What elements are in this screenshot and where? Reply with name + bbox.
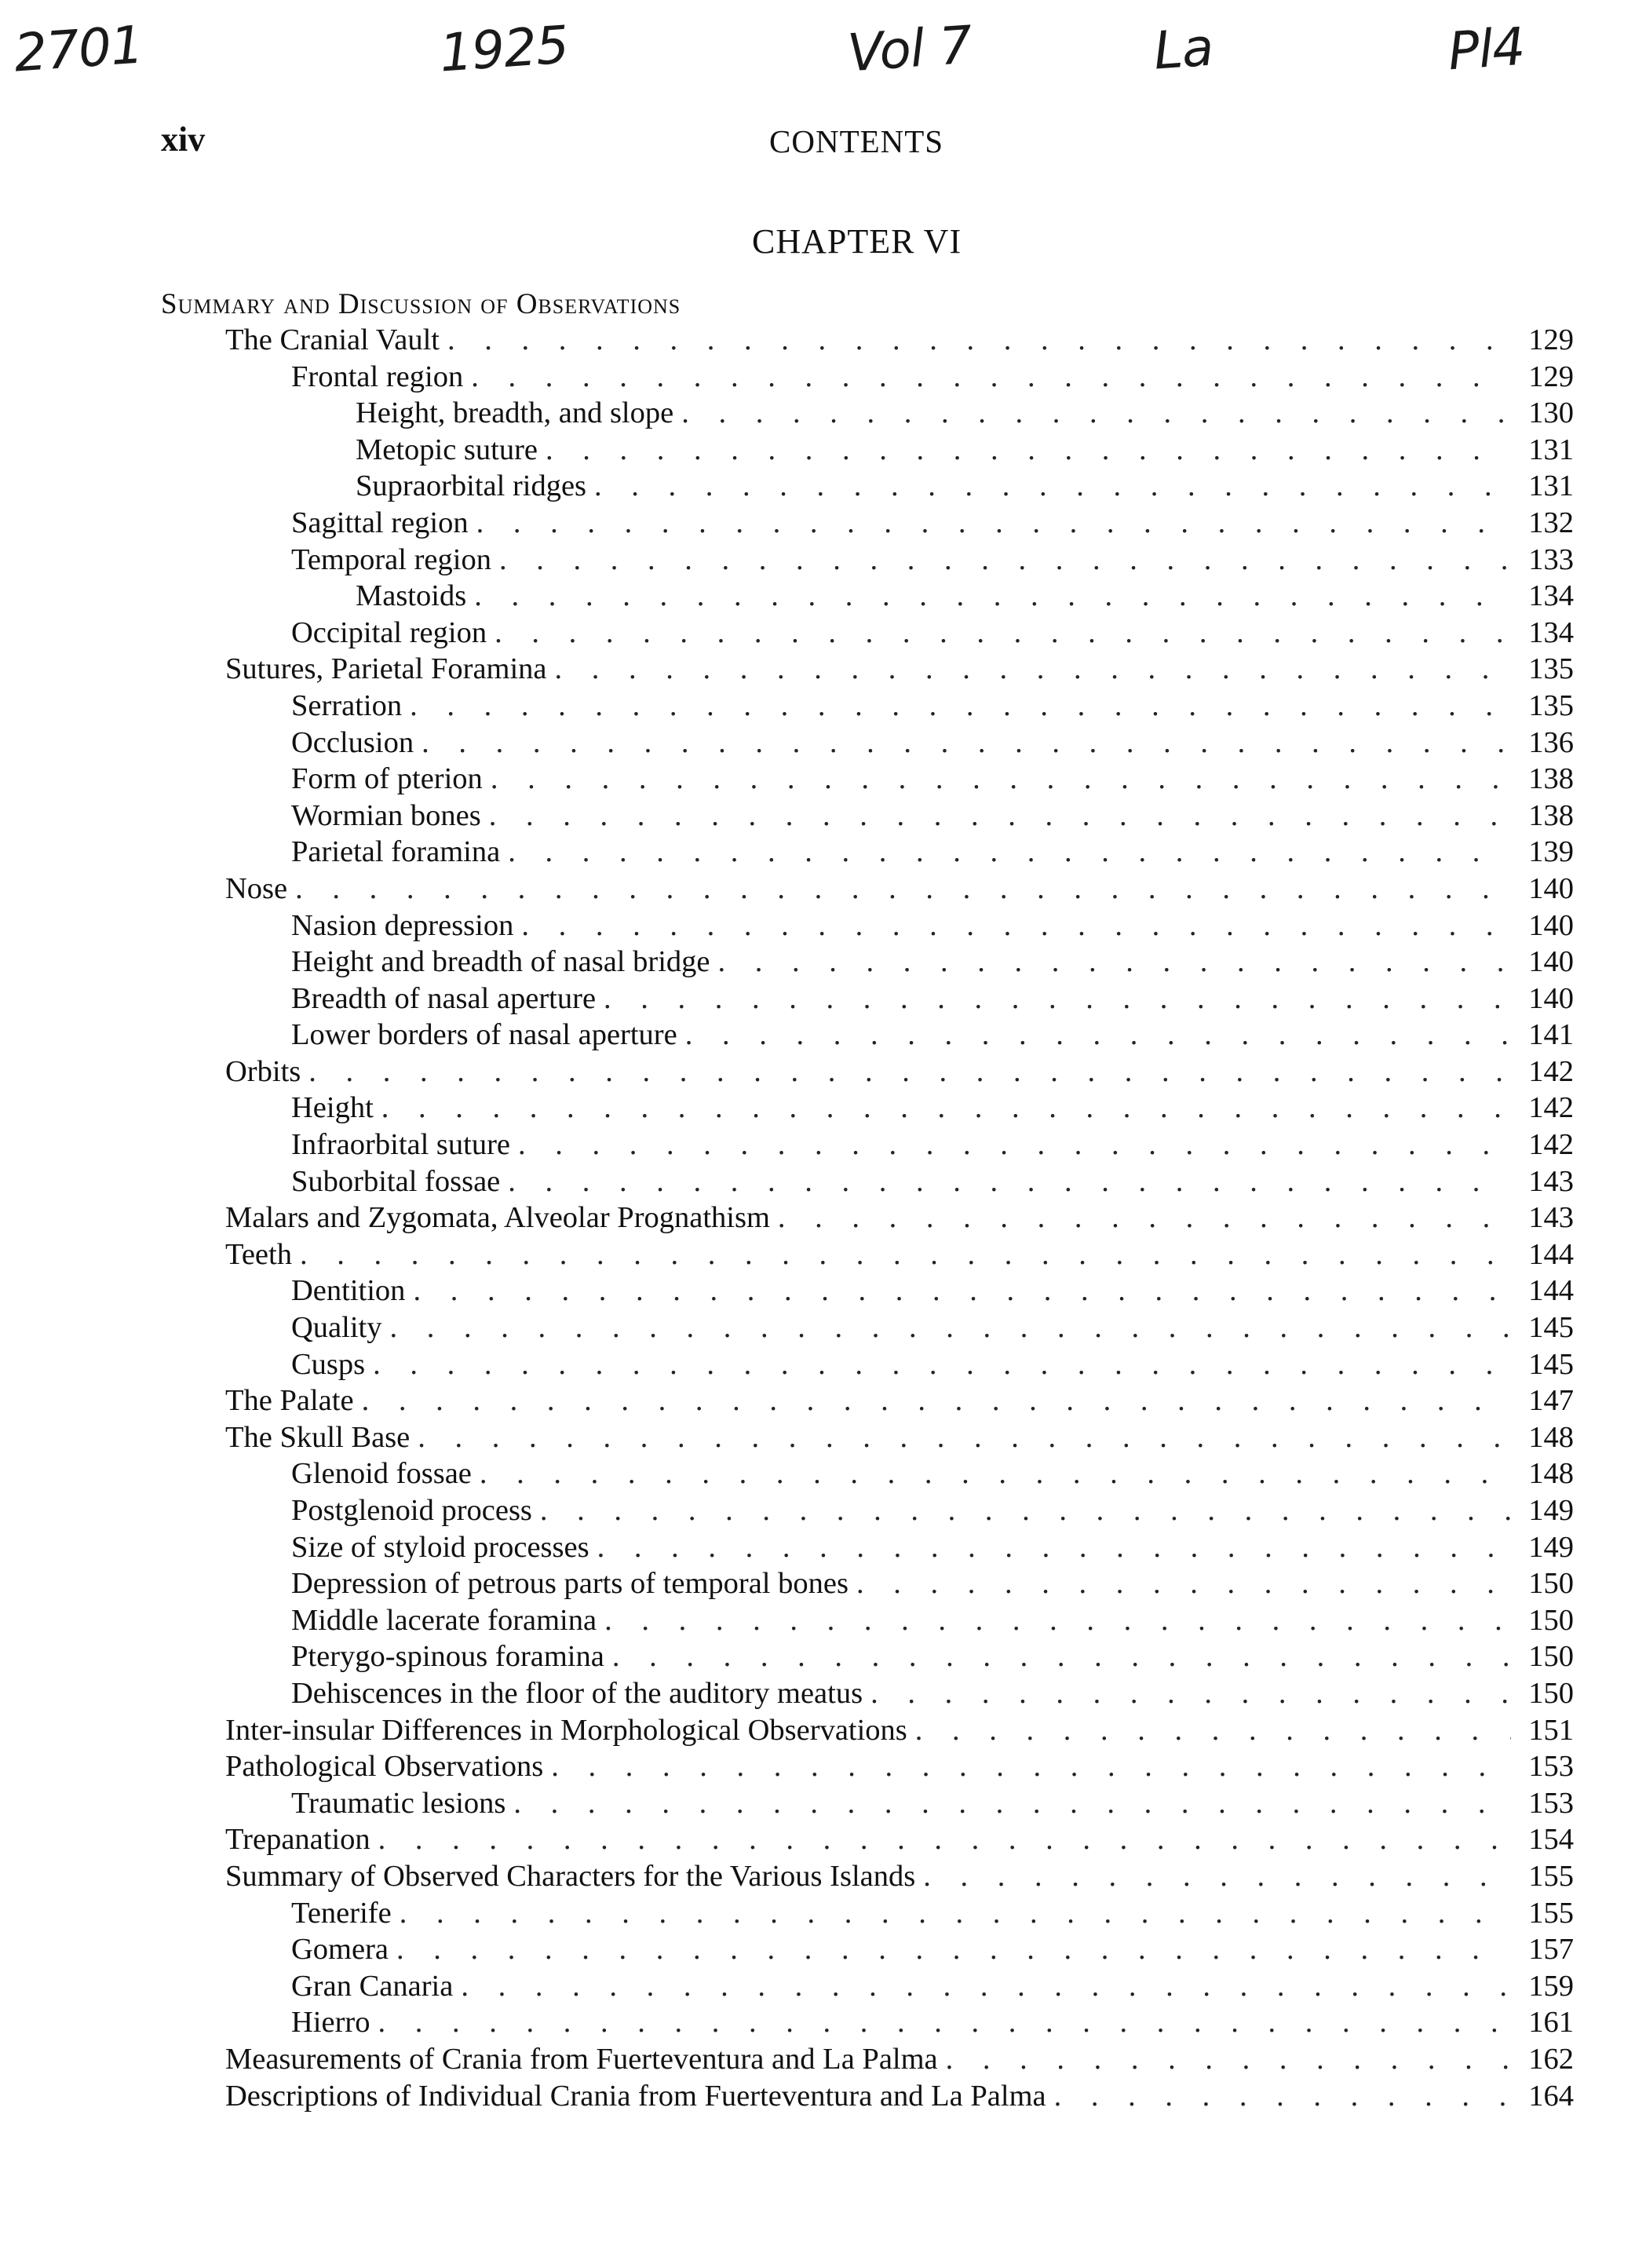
toc-entry-page: 147	[1528, 1384, 1574, 1418]
dot-leader	[400, 1895, 1511, 1932]
toc-entry	[161, 1419, 1574, 1456]
toc-entry	[161, 761, 1574, 798]
toc-entry	[161, 908, 1574, 944]
toc-entry	[161, 1090, 1574, 1127]
toc-entry	[161, 1236, 1574, 1273]
toc-entry-label: Trepanation	[225, 1823, 370, 1857]
toc-entry-label: Temporal region	[291, 542, 491, 576]
toc-entry-label: Supraorbital ridges	[356, 469, 587, 503]
toc-entry-page: 150	[1528, 1640, 1574, 1674]
toc-entry	[161, 1748, 1574, 1785]
toc-entry	[161, 651, 1574, 688]
toc-entry-page: 142	[1528, 1128, 1574, 1162]
toc-entry-page: 162	[1528, 2042, 1574, 2076]
dot-leader	[474, 578, 1511, 615]
toc-entry	[161, 578, 1574, 615]
toc-entry-page: 151	[1528, 1713, 1574, 1747]
toc-entry	[161, 1675, 1574, 1712]
dot-leader	[604, 981, 1511, 1017]
toc-entry-page: 133	[1528, 542, 1574, 576]
toc-entry-page: 154	[1528, 1823, 1574, 1857]
toc-entry-page: 140	[1528, 945, 1574, 979]
page-folio: xiv	[161, 120, 206, 159]
toc-entry-page: 164	[1528, 2079, 1574, 2113]
dot-leader	[513, 1785, 1511, 1822]
toc-entry-label: Size of styloid processes	[291, 1530, 589, 1564]
toc-entry-page: 138	[1528, 762, 1574, 796]
toc-entry-label: Suborbital fossae	[291, 1164, 501, 1198]
toc-entry-page: 135	[1528, 652, 1574, 686]
toc-entry-label: Pterygo-spinous foramina	[291, 1640, 604, 1674]
toc-entry-page: 148	[1528, 1420, 1574, 1454]
toc-entry-page: 144	[1528, 1274, 1574, 1308]
dot-leader	[480, 1455, 1511, 1492]
toc-entry	[161, 1455, 1574, 1492]
toc-entry	[161, 1602, 1574, 1639]
toc-entry-label: Breadth of nasal aperture	[291, 981, 597, 1015]
dot-leader	[546, 432, 1511, 469]
toc-entry-label: Gomera	[291, 1933, 389, 1967]
toc-entry-page: 143	[1528, 1201, 1574, 1235]
toc-entry-page: 155	[1528, 1859, 1574, 1893]
toc-entry-page: 139	[1528, 835, 1574, 869]
handwritten-note: 1925	[437, 14, 571, 84]
dot-leader	[495, 615, 1511, 652]
dot-leader	[870, 1675, 1511, 1712]
toc-entry-page: 132	[1528, 506, 1574, 539]
dot-leader	[1054, 2078, 1511, 2115]
toc-entry	[161, 1565, 1574, 1602]
dot-leader	[378, 1821, 1511, 1858]
dot-leader	[295, 871, 1511, 908]
toc-entry-page: 129	[1528, 323, 1574, 356]
toc-entry	[161, 505, 1574, 542]
toc-entry-page: 130	[1528, 396, 1574, 430]
toc-entry-label: Height, breadth, and slope	[356, 396, 674, 430]
toc-entry-label: Dehiscences in the floor of the auditory meatus	[291, 1676, 863, 1710]
toc-entry-label: Metopic suture	[356, 433, 538, 466]
toc-entry-label: Wormian bones	[291, 798, 481, 832]
dot-leader	[308, 1054, 1511, 1090]
toc-entry-label: Infraorbital suture	[291, 1128, 511, 1162]
toc-entry	[161, 1309, 1574, 1346]
toc-entry	[161, 1529, 1574, 1566]
toc-entry	[161, 1821, 1574, 1858]
toc-entry	[161, 981, 1574, 1017]
toc-entry-label: Mastoids	[356, 579, 467, 613]
toc-entry	[161, 542, 1574, 579]
toc-entry	[161, 798, 1574, 835]
toc-entry	[161, 2078, 1574, 2115]
toc-entry-page: 153	[1528, 1786, 1574, 1820]
dot-leader	[555, 651, 1511, 688]
toc-entry-page: 145	[1528, 1311, 1574, 1345]
toc-entry-page: 149	[1528, 1530, 1574, 1564]
toc-entry-label: The Cranial Vault	[225, 323, 440, 356]
toc-entry	[161, 1054, 1574, 1090]
toc-entry	[161, 1200, 1574, 1236]
dot-leader	[476, 505, 1511, 542]
dot-leader	[491, 761, 1511, 798]
toc-entry-label: Form of pterion	[291, 762, 483, 796]
toc-entry-page: 142	[1528, 1054, 1574, 1088]
toc-entry	[161, 2004, 1574, 2041]
section-heading: Summary and Discussion of Observations	[161, 288, 681, 320]
toc-entry-label: Height and breadth of nasal bridge	[291, 945, 710, 979]
toc-entry-label: Postglenoid process	[291, 1494, 532, 1527]
toc-entry-page: 135	[1528, 688, 1574, 722]
toc-entry-label: Sagittal region	[291, 506, 469, 539]
toc-entry-label: Frontal region	[291, 360, 464, 393]
toc-entry-label: Traumatic lesions	[291, 1786, 506, 1820]
toc-entry-page: 145	[1528, 1347, 1574, 1381]
toc-entry-page: 134	[1528, 615, 1574, 649]
toc-entry-page: 157	[1528, 1933, 1574, 1967]
dot-leader	[422, 725, 1511, 761]
toc-entry-label: The Palate	[225, 1384, 354, 1418]
toc-entry-label: Middle lacerate foramina	[291, 1603, 597, 1637]
dot-leader	[471, 359, 1511, 396]
toc-entry-label: Glenoid fossae	[291, 1457, 472, 1491]
table-of-contents	[161, 322, 1574, 2114]
toc-entry	[161, 395, 1574, 432]
toc-entry	[161, 359, 1574, 396]
dot-leader	[612, 1638, 1511, 1675]
dot-leader	[300, 1236, 1511, 1273]
toc-entry-label: Occipital region	[291, 615, 487, 649]
toc-entry	[161, 688, 1574, 725]
toc-entry	[161, 2041, 1574, 2078]
dot-leader	[499, 542, 1511, 579]
toc-entry-page: 134	[1528, 579, 1574, 613]
running-head: CONTENTS	[769, 123, 944, 159]
dot-leader	[489, 798, 1511, 835]
dot-leader	[594, 468, 1511, 505]
toc-entry	[161, 1273, 1574, 1309]
dot-leader	[946, 2041, 1511, 2078]
toc-entry	[161, 468, 1574, 505]
dot-leader	[521, 908, 1511, 944]
toc-entry-page: 129	[1528, 360, 1574, 393]
dot-leader	[508, 1163, 1511, 1200]
toc-entry-label: Descriptions of Individual Crania from Fuerteventura and La Palma	[225, 2079, 1046, 2113]
toc-entry	[161, 432, 1574, 469]
toc-entry-page: 153	[1528, 1750, 1574, 1784]
dot-leader	[508, 834, 1511, 871]
handwritten-note: La	[1151, 16, 1215, 82]
toc-entry-label: Sutures, Parietal Foramina	[225, 652, 547, 686]
toc-entry-page: 144	[1528, 1237, 1574, 1271]
toc-entry-page: 140	[1528, 871, 1574, 905]
toc-entry-label: Serration	[291, 688, 403, 722]
toc-entry-page: 131	[1528, 469, 1574, 503]
dot-leader	[461, 1968, 1511, 2005]
toc-entry-label: Gran Canaria	[291, 1969, 454, 2003]
dot-leader	[597, 1529, 1511, 1566]
toc-entry-label: Nose	[225, 871, 288, 905]
toc-entry	[161, 1127, 1574, 1163]
toc-entry	[161, 1492, 1574, 1529]
toc-entry	[161, 1382, 1574, 1419]
dot-leader	[856, 1565, 1511, 1602]
toc-entry-page: 150	[1528, 1676, 1574, 1710]
toc-entry	[161, 725, 1574, 761]
toc-entry-page: 142	[1528, 1091, 1574, 1125]
toc-entry-page: 150	[1528, 1603, 1574, 1637]
toc-entry-label: Malars and Zygomata, Alveolar Prognathism	[225, 1201, 770, 1235]
dot-leader	[378, 2004, 1511, 2041]
toc-entry	[161, 1785, 1574, 1822]
toc-entry	[161, 834, 1574, 871]
dot-leader	[396, 1931, 1511, 1968]
toc-entry-page: 159	[1528, 1969, 1574, 2003]
toc-entry-page: 148	[1528, 1457, 1574, 1491]
toc-entry-page: 161	[1528, 2006, 1574, 2040]
toc-entry-label: Occlusion	[291, 725, 414, 759]
dot-leader	[381, 1090, 1511, 1127]
dot-leader	[389, 1309, 1511, 1346]
toc-entry-label: Inter-insular Differences in Morphological Observations	[225, 1713, 907, 1747]
dot-leader	[604, 1602, 1511, 1639]
toc-entry-page: 140	[1528, 981, 1574, 1015]
toc-entry-page: 150	[1528, 1567, 1574, 1601]
dot-leader	[540, 1492, 1511, 1529]
toc-entry-label: Measurements of Crania from Fuerteventura and La Palma	[225, 2042, 938, 2076]
toc-entry-page: 136	[1528, 725, 1574, 759]
toc-entry	[161, 615, 1574, 652]
toc-entry-page: 131	[1528, 433, 1574, 466]
toc-entry-label: Height	[291, 1091, 374, 1125]
toc-entry	[161, 1712, 1574, 1749]
dot-leader	[923, 1858, 1511, 1895]
toc-entry-label: Summary of Observed Characters for the Various Islands	[225, 1859, 916, 1893]
dot-leader	[413, 1273, 1511, 1309]
toc-entry-label: Nasion depression	[291, 908, 514, 942]
dot-leader	[418, 1419, 1511, 1456]
chapter-heading: CHAPTER VI	[752, 222, 962, 261]
toc-entry-page: 141	[1528, 1018, 1574, 1052]
toc-entry-label: Quality	[291, 1311, 382, 1345]
dot-leader	[915, 1712, 1511, 1749]
dot-leader	[551, 1748, 1511, 1785]
handwritten-note: Pl4	[1446, 16, 1527, 82]
dot-leader	[362, 1382, 1511, 1419]
toc-entry-page: 138	[1528, 798, 1574, 832]
toc-entry	[161, 1638, 1574, 1675]
dot-leader	[410, 688, 1511, 725]
toc-entry	[161, 1895, 1574, 1932]
toc-entry	[161, 1163, 1574, 1200]
dot-leader	[373, 1346, 1511, 1383]
toc-entry-page: 140	[1528, 908, 1574, 942]
toc-entry	[161, 1968, 1574, 2005]
toc-entry-label: Dentition	[291, 1274, 406, 1308]
dot-leader	[447, 322, 1511, 359]
dot-leader	[717, 944, 1511, 981]
dot-leader	[518, 1127, 1511, 1163]
toc-entry	[161, 944, 1574, 981]
handwritten-note: Vol 7	[845, 14, 974, 84]
toc-entry	[161, 1346, 1574, 1383]
toc-entry-label: The Skull Base	[225, 1420, 411, 1454]
toc-entry-label: Tenerife	[291, 1896, 392, 1930]
toc-entry-label: Pathological Observations	[225, 1750, 544, 1784]
toc-entry-label: Depression of petrous parts of temporal bones	[291, 1567, 849, 1601]
dot-leader	[681, 395, 1511, 432]
toc-entry-label: Teeth	[225, 1237, 292, 1271]
toc-entry-label: Lower borders of nasal aperture	[291, 1018, 677, 1052]
toc-entry	[161, 871, 1574, 908]
toc-entry-page: 149	[1528, 1494, 1574, 1527]
toc-entry-page: 155	[1528, 1896, 1574, 1930]
dot-leader	[778, 1200, 1511, 1236]
toc-entry-label: Orbits	[225, 1054, 301, 1088]
toc-entry-page: 143	[1528, 1164, 1574, 1198]
toc-entry	[161, 1858, 1574, 1895]
toc-entry	[161, 1931, 1574, 1968]
toc-entry	[161, 1017, 1574, 1054]
toc-entry-label: Cusps	[291, 1347, 366, 1381]
handwritten-note: 2701	[12, 14, 145, 84]
toc-entry-label: Hierro	[291, 2006, 370, 2040]
dot-leader	[685, 1017, 1511, 1054]
toc-entry	[161, 322, 1574, 359]
toc-entry-label: Parietal foramina	[291, 835, 501, 869]
